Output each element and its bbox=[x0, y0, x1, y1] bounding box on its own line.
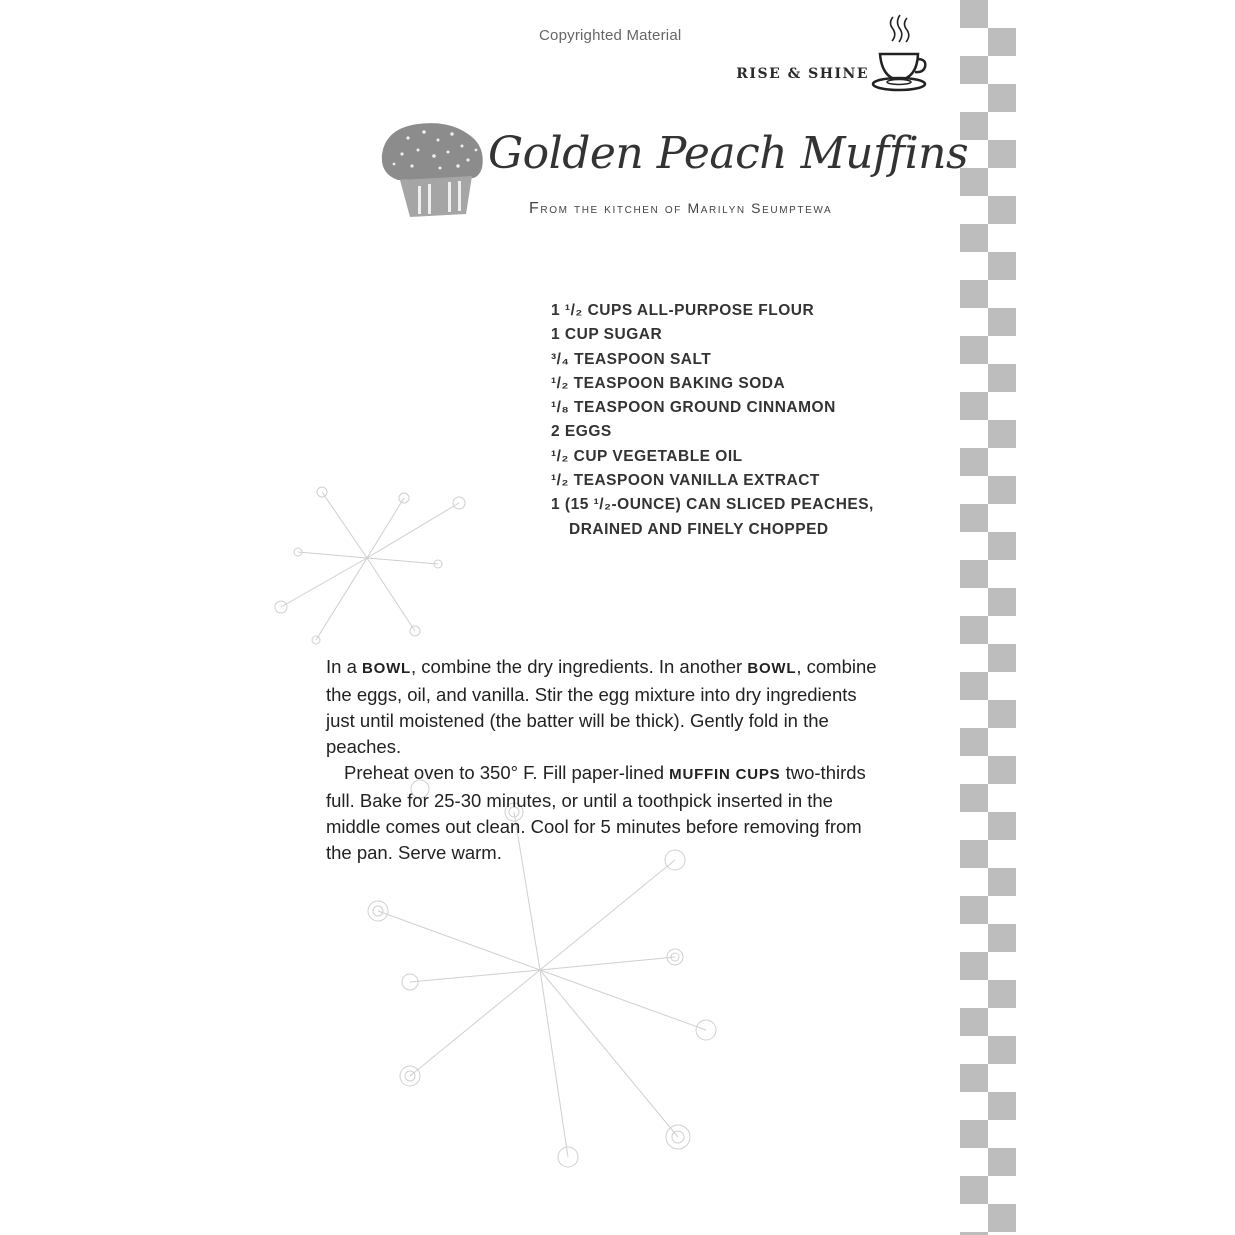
directions-text: In a bbox=[326, 656, 362, 677]
checker-square bbox=[988, 308, 1016, 336]
equipment-term: MUFFIN CUPS bbox=[669, 766, 781, 783]
recipe-title: Golden Peach Muffins bbox=[488, 128, 969, 179]
directions-paragraph bbox=[326, 654, 881, 760]
checker-square bbox=[960, 56, 988, 84]
checker-square bbox=[960, 672, 988, 700]
checker-square bbox=[960, 336, 988, 364]
checker-square bbox=[988, 1148, 1016, 1176]
recipe-subtitle: From the kitchen of Marilyn Seumptewa bbox=[529, 200, 833, 217]
checker-square bbox=[960, 784, 988, 812]
ingredient-item: ¹/₂ CUP VEGETABLE OIL bbox=[551, 447, 743, 465]
checkerboard-border bbox=[956, 0, 1018, 1235]
checker-square bbox=[988, 644, 1016, 672]
ingredient-text: 1 (15 ¹/₂-OUNCE) CAN SLICED PEACHES, bbox=[551, 496, 874, 514]
checker-square bbox=[960, 1120, 988, 1148]
checker-square bbox=[960, 616, 988, 644]
checker-square bbox=[960, 280, 988, 308]
checker-square bbox=[988, 252, 1016, 280]
ingredient-item: ¹/₂ TEASPOON VANILLA EXTRACT bbox=[551, 472, 820, 490]
checker-square bbox=[960, 1064, 988, 1092]
checker-square bbox=[960, 224, 988, 252]
checker-square bbox=[960, 560, 988, 588]
checker-square bbox=[988, 532, 1016, 560]
checker-square bbox=[960, 952, 988, 980]
directions-text: Preheat oven to 350° F. Fill paper-lined bbox=[344, 762, 670, 783]
checker-square bbox=[988, 756, 1016, 784]
section-title: RISE & SHINE bbox=[736, 66, 869, 82]
ingredient-list bbox=[551, 299, 874, 542]
checker-square bbox=[960, 896, 988, 924]
checker-square bbox=[960, 840, 988, 868]
ingredient-item: ¹/₂ TEASPOON BAKING SODA bbox=[551, 374, 786, 392]
coffee-cup-icon bbox=[870, 14, 930, 96]
checker-square bbox=[960, 1008, 988, 1036]
checker-square bbox=[960, 1176, 988, 1204]
checker-square bbox=[988, 420, 1016, 448]
checker-square bbox=[988, 868, 1016, 896]
checker-square bbox=[960, 504, 988, 532]
checker-square bbox=[988, 364, 1016, 392]
checker-square bbox=[988, 924, 1016, 952]
ingredient-item: 1 ¹/₂ CUPS ALL-PURPOSE FLOUR bbox=[551, 302, 815, 319]
directions-text: , combine the eggs, oil, and vanilla. Stir the egg mixture into dry ingredients just until moistened (the batter will be thick). Gently fold in the peaches. bbox=[326, 656, 877, 757]
starburst-small-icon bbox=[275, 487, 465, 644]
checker-square bbox=[988, 980, 1016, 1008]
directions-paragraph bbox=[326, 760, 881, 866]
checker-square bbox=[988, 196, 1016, 224]
ingredient-continuation: DRAINED AND FINELY CHOPPED bbox=[569, 520, 829, 538]
checker-square bbox=[988, 1036, 1016, 1064]
checker-square bbox=[960, 448, 988, 476]
checker-square bbox=[988, 476, 1016, 504]
equipment-term: BOWL bbox=[362, 660, 412, 677]
directions-text: two-thirds full. Bake for 25-30 minutes, or until a toothpick inserted in the middle comes out clean. Cool for 5 minutes before removing from the pan. Serve warm. bbox=[326, 762, 866, 863]
muffin-icon bbox=[378, 120, 490, 220]
checker-square bbox=[988, 140, 1016, 168]
checker-square bbox=[960, 728, 988, 756]
checker-square bbox=[988, 700, 1016, 728]
ingredient-item: 1 CUP SUGAR bbox=[551, 326, 663, 344]
directions-text: , combine the dry ingredients. In another bbox=[411, 656, 748, 677]
checker-square bbox=[988, 28, 1016, 56]
ingredient-item: ¹/₈ TEASPOON GROUND CINNAMON bbox=[551, 399, 836, 417]
equipment-term: BOWL bbox=[747, 660, 797, 677]
checker-square bbox=[960, 0, 988, 28]
checker-square bbox=[988, 1092, 1016, 1120]
checker-square bbox=[988, 588, 1016, 616]
checker-square bbox=[988, 812, 1016, 840]
checker-square bbox=[960, 392, 988, 420]
ingredient-item: ³/₄ TEASPOON SALT bbox=[551, 350, 712, 368]
ingredient-item bbox=[551, 493, 874, 542]
copyright-notice: Copyrighted Material bbox=[539, 27, 682, 44]
checker-square bbox=[988, 1204, 1016, 1232]
checker-square bbox=[988, 84, 1016, 112]
directions bbox=[326, 654, 881, 866]
ingredient-item: 2 EGGS bbox=[551, 423, 612, 441]
